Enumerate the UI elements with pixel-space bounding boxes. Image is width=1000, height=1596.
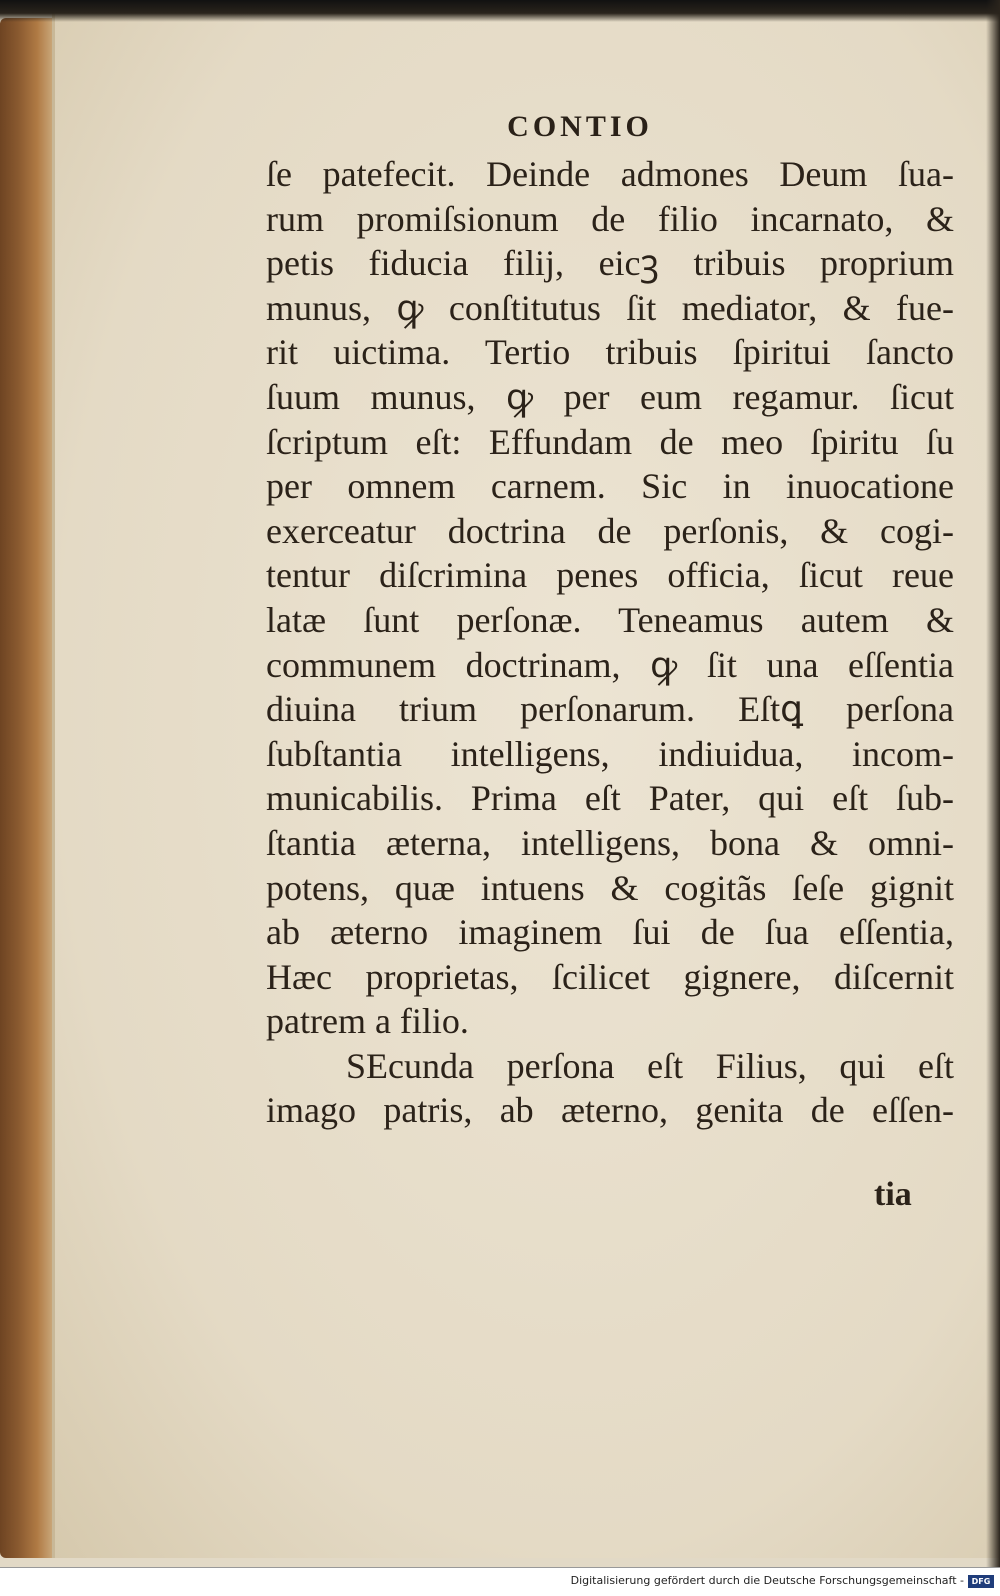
text-line: patrem a filio.: [266, 1001, 469, 1042]
right-shadow: [986, 0, 1000, 1568]
text-line: ſubſtantia intelligens, indiuidua, incom-: [266, 733, 954, 774]
body-text: [266, 152, 954, 1133]
text-line: ſcriptum eſt: Effundam de meo ſpiritu ſu: [266, 421, 954, 462]
text-line: ſuum munus, ꝙ per eum regamur. ſicut: [266, 376, 954, 417]
top-shadow: [0, 0, 1000, 22]
running-head: CONTIO: [507, 110, 653, 143]
text-line: ab æterno imaginem ſui de ſua eſſentia,: [266, 912, 954, 953]
text-line: municabilis. Prima eſt Pater, qui eſt ſub-: [266, 778, 954, 819]
text-line-paragraph-start: SEcunda perſona eſt Filius, qui eſt: [346, 1045, 954, 1086]
dfg-logo: DFG: [968, 1575, 994, 1588]
text-line: exerceatur doctrina de perſonis, & cogi-: [266, 510, 954, 551]
text-line: potens, quæ intuens & cogitãs ſeſe gignit: [266, 867, 954, 908]
text-line: ſe patefecit. Deinde admones Deum ſua-: [266, 154, 954, 194]
text-line: tentur diſcrimina penes officia, ſicut reue: [266, 555, 954, 596]
funding-notice: Digitalisierung gefördert durch die Deutsche Forschungsgemeinschaft -: [570, 1574, 964, 1587]
text-line: rum promiſsionum de filio incarnato, &: [266, 198, 954, 239]
text-line: Hæc proprietas, ſcilicet gignere, diſcernit: [266, 956, 954, 997]
text-line: rit uictima. Tertio tribuis ſpiritui ſancto: [266, 332, 954, 373]
text-line: munus, ꝙ conſtitutus ſit mediator, & fue-: [266, 287, 954, 328]
text-line: communem doctrinam, ꝙ ſit una eſſentia: [266, 644, 954, 685]
catchword: tia: [874, 1176, 912, 1213]
text-line: per omnem carnem. Sic in inuocatione: [266, 466, 954, 507]
text-line: diuina trium perſonarum. Eſtꝗ perſona: [266, 689, 954, 730]
text-line: ſtantia æterna, intelligens, bona & omni-: [266, 822, 954, 863]
text-line: latæ ſunt perſonæ. Teneamus autem &: [266, 599, 954, 640]
text-line: petis fiducia filij, eicꝫ tribuis proprium: [266, 243, 954, 284]
footer-bar: [0, 1567, 1000, 1596]
text-line: imago patris, ab æterno, genita de eſſen-: [266, 1090, 954, 1131]
